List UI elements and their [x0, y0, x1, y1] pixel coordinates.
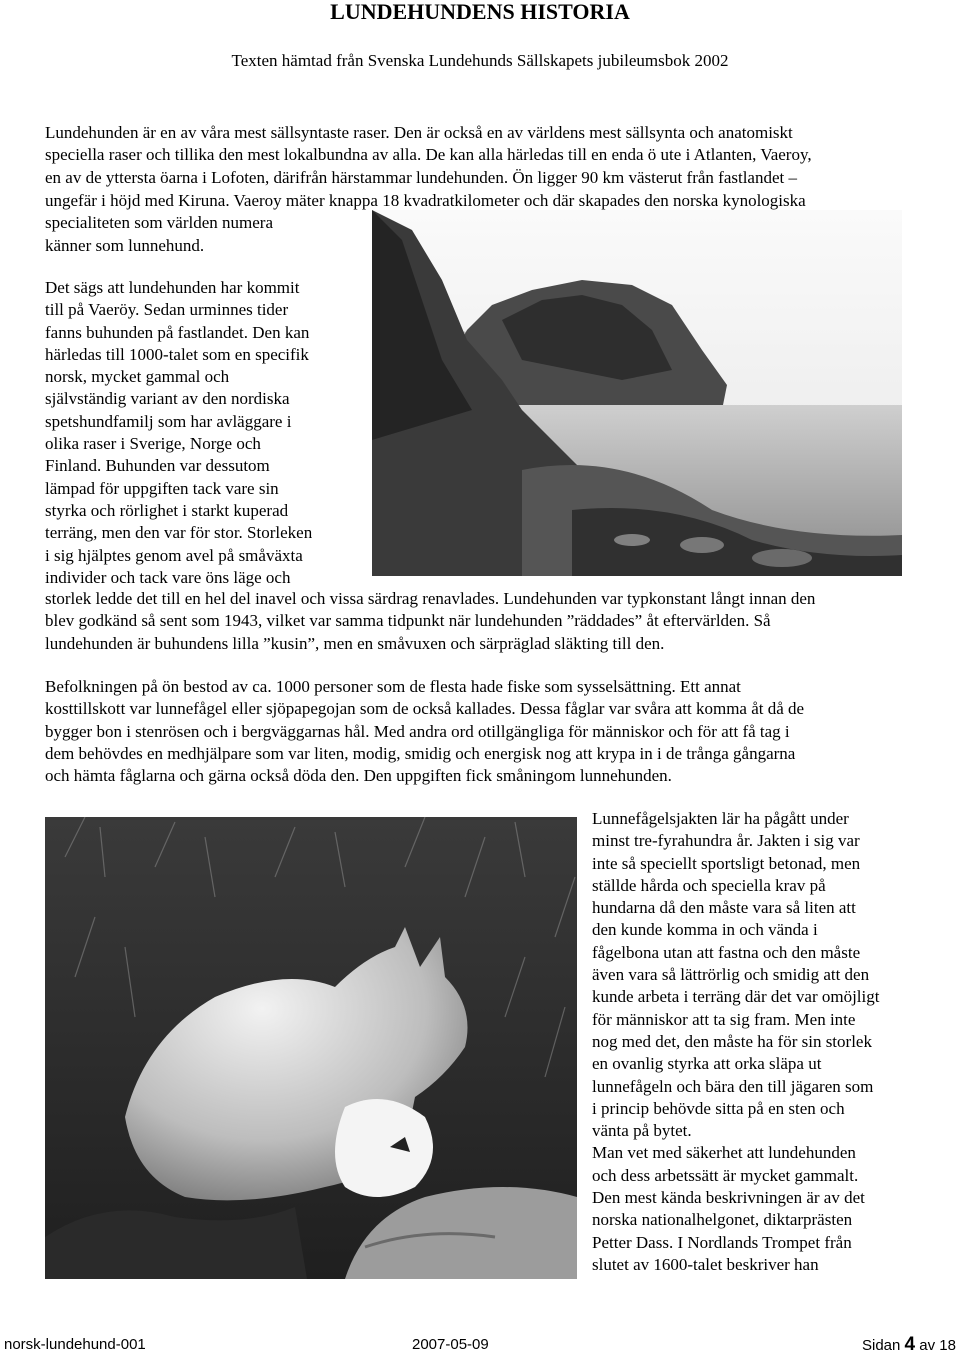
footer-page-prefix: Sidan	[862, 1337, 901, 1354]
paragraph-puffin-hunt: Lunnefågelsjakten lär ha pågått under minst tre-fyrahundra år. Jakten i sig var inte så speciellt sportsligt betonad, men ställde hårda och speciella krav på hundarna då den måste vara så liten att den kunde komma in och vända i fågelbona utan att fastna och den måste även vara så lättrörlig och smidig att den kunde arbeta i terräng där det var omöjligt för människor att ta sig fram. Men inte nog med det, den måste ha för sin storlek en ovanlig styrka att orka släpa ut lunnefågeln och bära den till jägaren som i princip behövde sitta på en sten och vänta på bytet. Man vet med säkerhet att lundehunden och dess arbetssätt är mycket gammalt. Den mest kända beskrivningen är av det norska nationalhelgonet, diktarprästen Petter Dass. I Nordlands Trompet från slutet av 1600-talet beskriver han	[592, 809, 880, 1274]
footer-date: 2007-05-09	[412, 1336, 489, 1353]
page-title: LUNDEHUNDENS HISTORIA	[330, 0, 630, 24]
paragraph-history: Det sägs att lundehunden har kommit till på Vaeröy. Sedan urminnes tider fanns buhunden på fastlandet. Den kan härledas till 1000-talet som en specifik norsk, mycket gammal och självständig variant av den nordiska spetshundfamilj som har avläggare i olika raser i Sverige, Norge och Finland. Buhunden var dessutom lämpad för uppgiften tack vare sin styrka och rörlighet i starkt kuperad terräng, men den var för stor. Storleken i sig hjälptes genom avel på småväxta individer och tack vare öns läge och	[45, 278, 313, 587]
footer-page-number: 4	[904, 1334, 916, 1355]
footer-page-indicator	[862, 1336, 956, 1354]
dog-with-puffin-photo	[45, 817, 577, 1279]
footer-page-suffix: av 18	[919, 1337, 956, 1354]
paragraph-intro-wrap: ungefär i höjd med Kiruna. Vaeroy mäter knappa 18 kvadratkilometer och där skapades den norska kynologiska specialiteten som världen numera känner som lunnehund.	[45, 191, 806, 255]
footer-doc-id: norsk-lundehund-001	[4, 1336, 146, 1353]
landscape-photo	[372, 210, 902, 576]
paragraph-history-continued: storlek ledde det till en hel del inavel och vissa särdrag renavlades. Lundehunden var typkonstant långt innan den blev godkänd så sent som 1943, vilket var samma tidpunkt när lundehunden ”räddades” åt eftervärlden. Så lundehunden är buhundens lilla ”kusin”, men en småvuxen och särpräglad släkting till den.	[45, 589, 816, 653]
paragraph-population: Befolkningen på ön bestod av ca. 1000 personer som de flesta hade fiske som sysselsättning. Ett annat kosttillskott var lunnefågel eller sjöpapegojan som de också kallades. Dessa fåglar var svåra att komma åt då de bygger bon i stenrösen och i bergväggarnas hål. Med andra ord otillgängliga för människor och för att få tag i dem behövdes en medhjälpare som var liten, modig, smidig och energisk nog att krypa in i de trånga gångarna och hämta fåglarna och gärna också döda den. Den uppgiften fick småningom lunnehunden.	[45, 677, 805, 786]
page-subtitle: Texten hämtad från Svenska Lundehunds Sällskapets jubileumsbok 2002	[231, 51, 729, 70]
paragraph-intro: Lundehunden är en av våra mest sällsyntaste raser. Den är också en av världens mest sällsynta och anatomiskt speciella raser och tillika den mest lokalbundna av alla. De kan alla härledas till en enda ö ute i Atlanten, Vaeroy, en av de yttersta öarna i Lofoten, därifrån härstammar lundehunden. Ön ligger 90 km västerut från fastlandet –	[45, 123, 812, 187]
